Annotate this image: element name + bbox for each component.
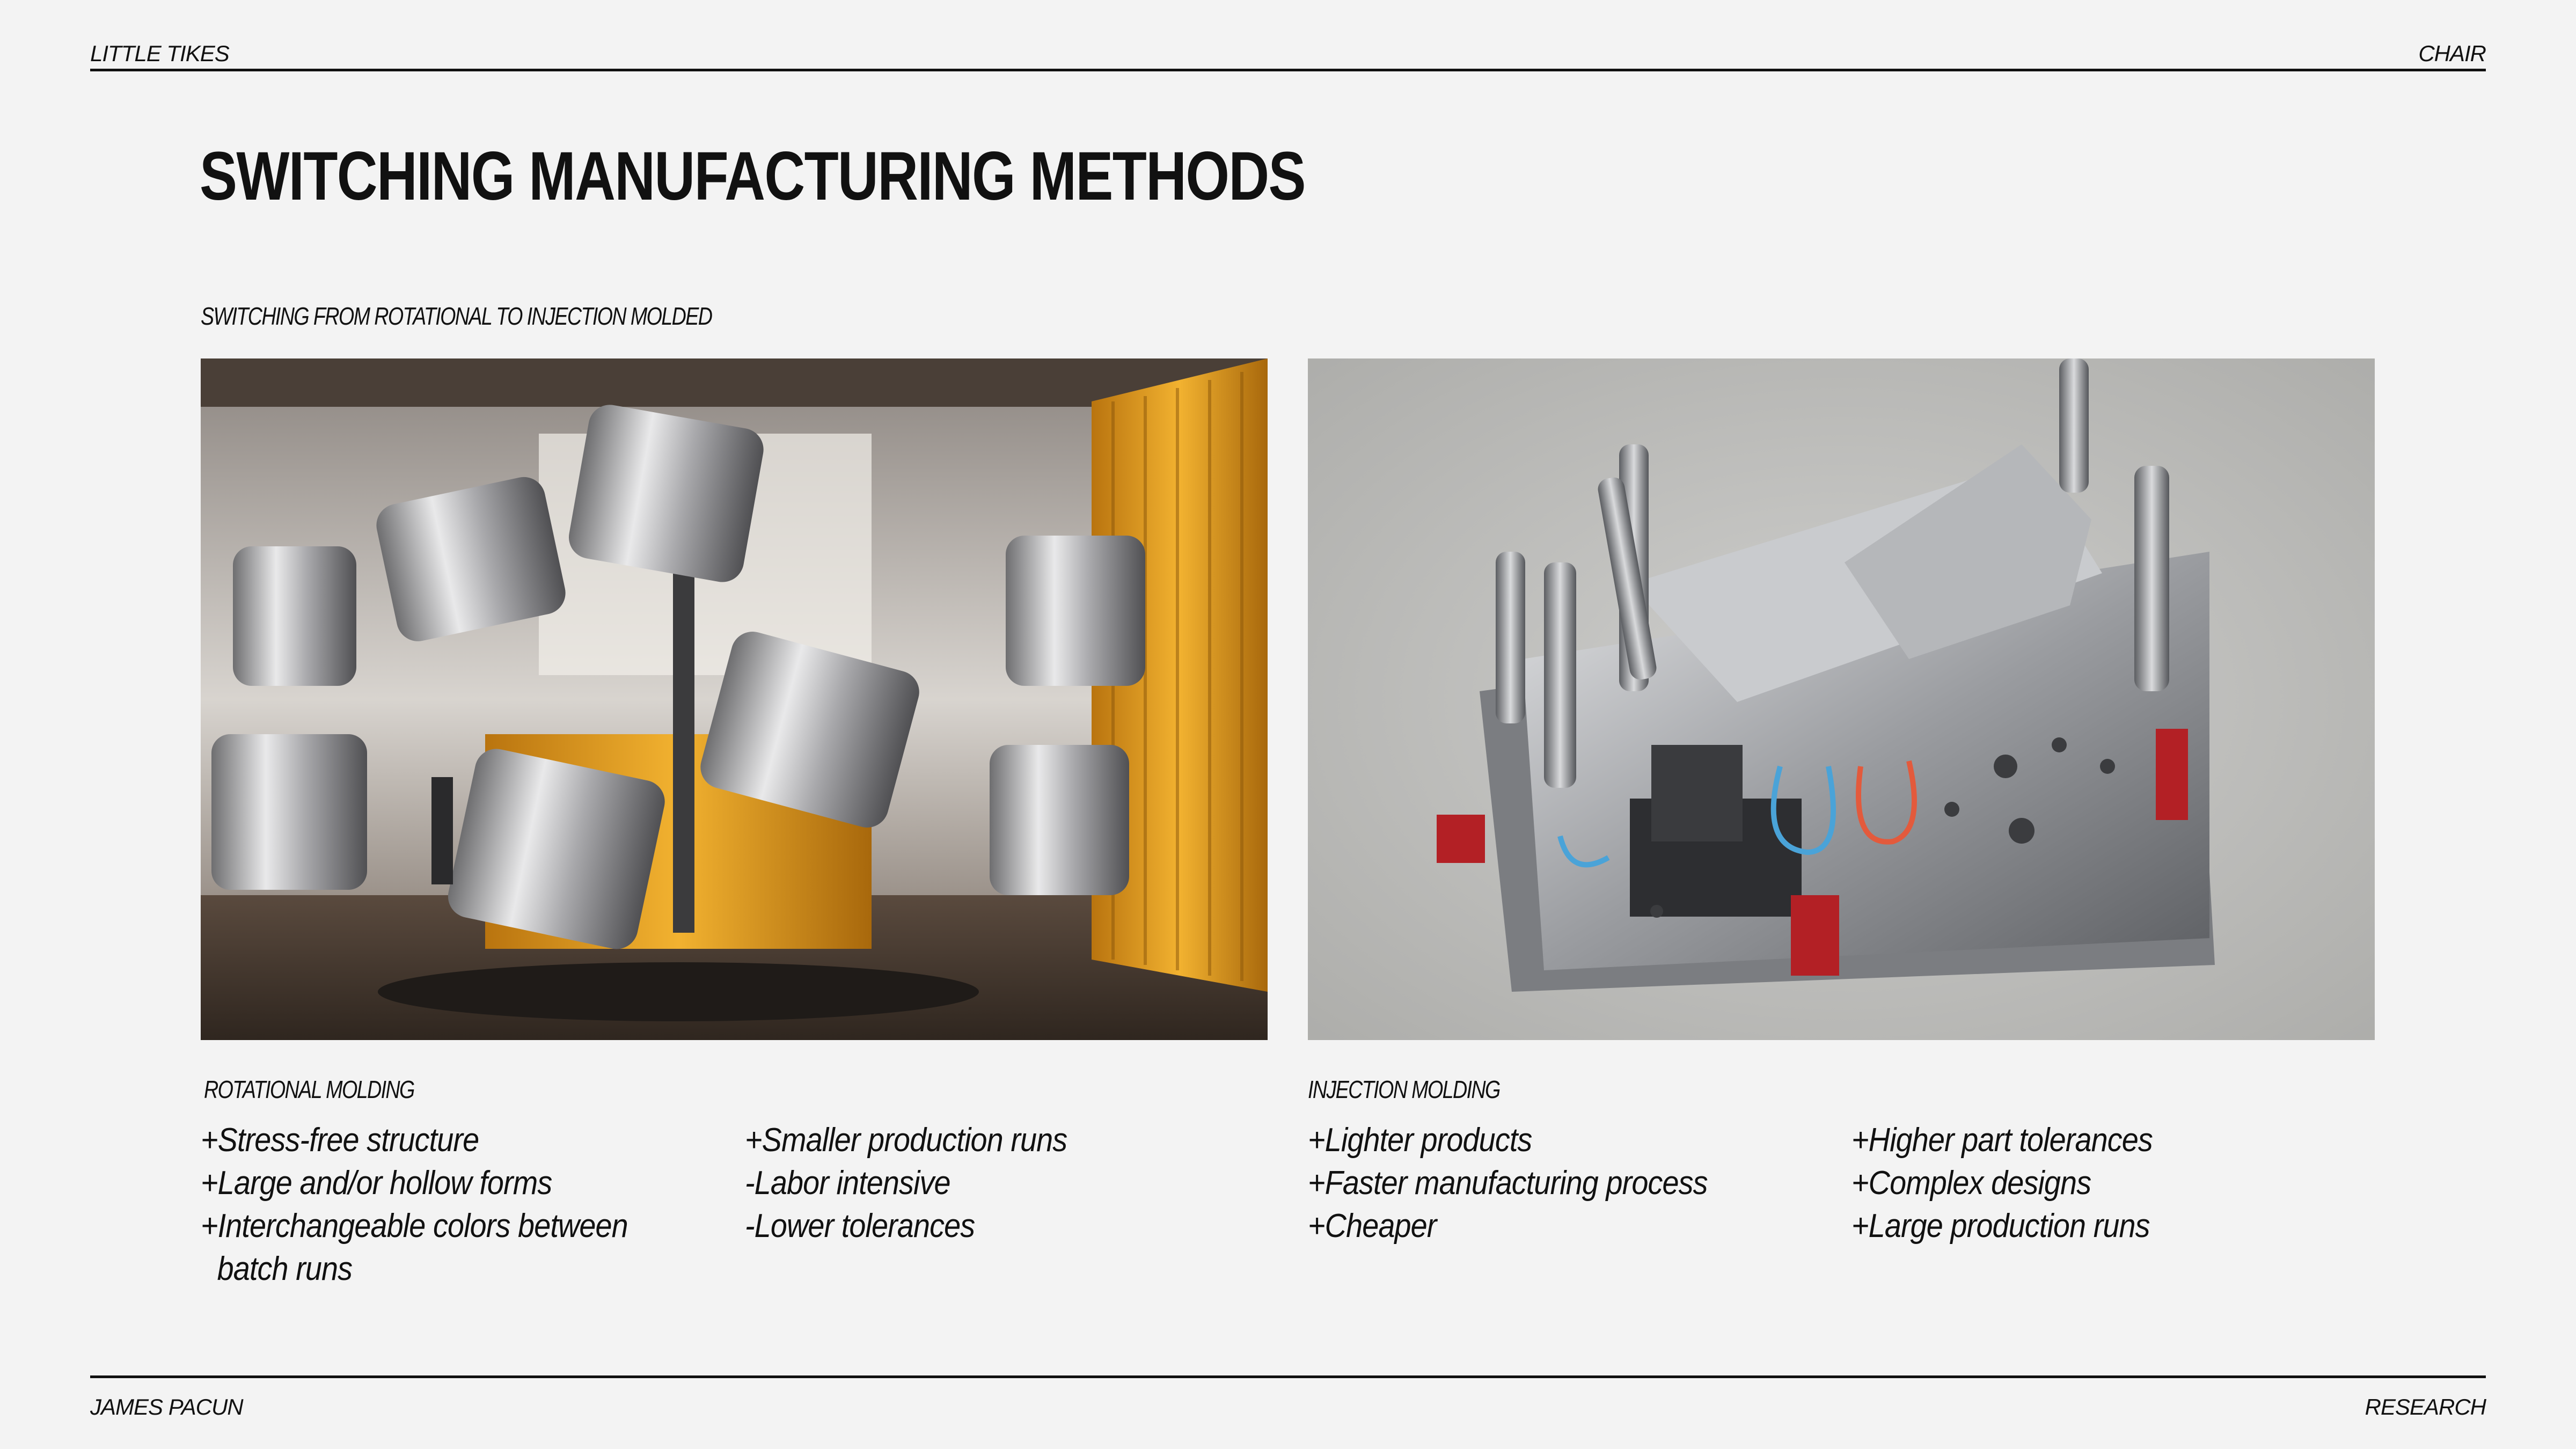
injection-list-right bbox=[1851, 1119, 2315, 1248]
injection-molding-caption: INJECTION MOLDING bbox=[1308, 1075, 1500, 1103]
footer-right: RESEARCH bbox=[2365, 1394, 2486, 1419]
list-item: +Higher part tolerances bbox=[1851, 1122, 2153, 1159]
page-subtitle: SWITCHING FROM ROTATIONAL TO INJECTION MOLDED bbox=[201, 302, 712, 330]
header-right: CHAIR bbox=[2418, 41, 2486, 66]
header-left: LITTLE TIKES bbox=[90, 41, 229, 66]
list-item: +Lighter products bbox=[1308, 1122, 1532, 1159]
list-item: +Cheaper bbox=[1308, 1208, 1437, 1245]
page-header bbox=[90, 33, 2486, 67]
footer-left: JAMES PACUN bbox=[90, 1394, 243, 1419]
list-item: -Lower tolerances bbox=[745, 1208, 975, 1245]
list-item: -Labor intensive bbox=[745, 1165, 950, 1202]
list-item: +Large production runs bbox=[1851, 1208, 2150, 1245]
list-item: +Large and/or hollow forms bbox=[201, 1165, 552, 1202]
page-footer bbox=[90, 1390, 2486, 1420]
rotational-molding-photo bbox=[201, 358, 1268, 1040]
page-title: SWITCHING MANUFACTURING METHODS bbox=[200, 138, 1305, 215]
list-item: +Interchangeable colors between batch runs bbox=[201, 1208, 628, 1287]
rotational-list-right bbox=[745, 1119, 1209, 1248]
list-item: +Smaller production runs bbox=[745, 1122, 1067, 1159]
footer-rule bbox=[90, 1375, 2486, 1378]
list-item: +Faster manufacturing process bbox=[1308, 1165, 1708, 1202]
header-rule bbox=[90, 69, 2486, 71]
rotational-list-left bbox=[201, 1119, 664, 1291]
injection-list-left bbox=[1308, 1119, 1772, 1248]
list-item: +Stress-free structure bbox=[201, 1122, 479, 1159]
rotational-molding-caption: ROTATIONAL MOLDING bbox=[204, 1075, 414, 1103]
injection-mold-photo bbox=[1308, 358, 2375, 1040]
list-item: +Complex designs bbox=[1851, 1165, 2091, 1202]
